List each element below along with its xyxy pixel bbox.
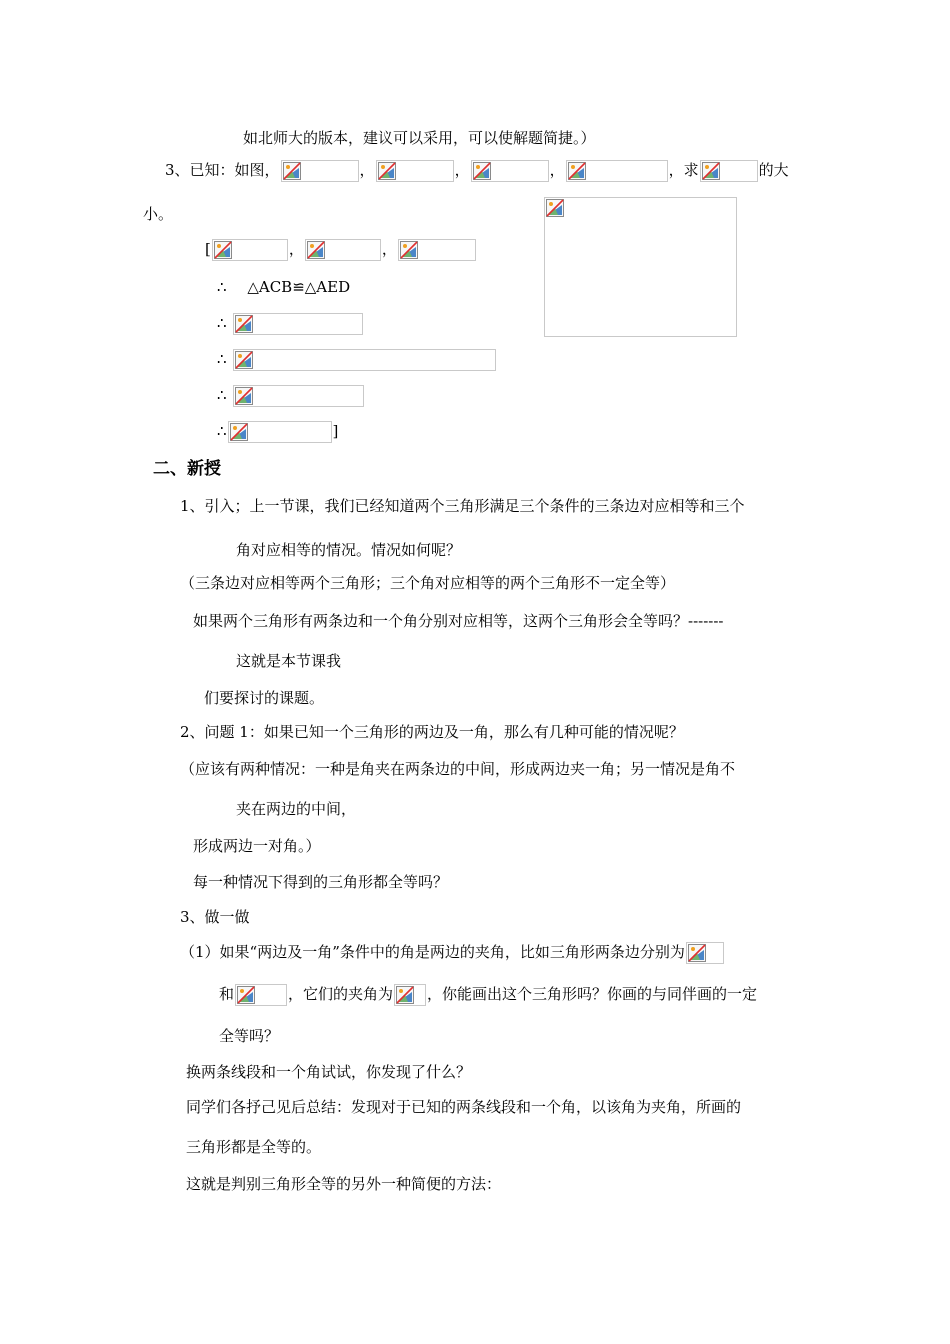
paragraph-line: 夹在两边的中间，: [236, 800, 357, 818]
proof-line-congruence: [217, 277, 350, 297]
text-line-continuation: 如北师大的版本，建议可以采用，可以使解题简捷。）: [243, 129, 596, 147]
comma: ，: [454, 161, 470, 179]
formula-image: [233, 385, 364, 407]
formula-image: [233, 313, 363, 335]
therefore-symbol: ∴: [217, 386, 227, 404]
paragraph-line: 这就是本节课我: [236, 652, 342, 670]
paragraph-text: ，它们的夹角为: [288, 985, 394, 1003]
broken-image-icon: [568, 162, 586, 180]
broken-image-icon: [546, 199, 564, 217]
proof-line: [217, 313, 364, 335]
comma: ，: [359, 161, 375, 179]
broken-image-icon: [307, 241, 325, 259]
broken-image-icon: [702, 162, 720, 180]
paragraph-text: ，你能画出这个三角形吗？你画的与同伴画的一定: [427, 985, 758, 1003]
proof-line-final: [217, 421, 338, 443]
congruence-statement: △ACB≌△AED: [247, 278, 351, 296]
proof-line-given: [205, 239, 477, 261]
formula-image: [235, 984, 287, 1006]
broken-image-icon: [235, 315, 253, 333]
paragraph-line: 全等吗？: [219, 1027, 280, 1045]
paragraph-line-with-formula: [180, 942, 725, 964]
paragraph-line: 们要探讨的课题。: [204, 689, 325, 707]
comma: ，: [288, 240, 304, 258]
comma: ，: [381, 240, 397, 258]
broken-image-icon: [400, 241, 418, 259]
broken-image-icon: [473, 162, 491, 180]
broken-image-icon: [214, 241, 232, 259]
qiu-text: ，求: [668, 161, 699, 179]
paragraph-line: （三条边对应相等两个三角形；三个角对应相等的两个三角形不一定全等）: [180, 574, 676, 592]
problem-3-prefix: 3、已知：如图，: [165, 161, 280, 179]
paragraph-line: 1、引入；上一节课，我们已经知道两个三角形满足三个条件的三条边对应相等和三个: [180, 497, 745, 515]
broken-image-icon: [237, 986, 255, 1004]
bracket-close: ]: [332, 422, 339, 440]
paragraph-line: 同学们各抒己见后总结：发现对于已知的两条线段和一个角，以该角为夹角，所画的: [186, 1098, 742, 1116]
broken-image-icon: [688, 944, 706, 962]
paragraph-line: 三角形都是全等的。: [186, 1138, 322, 1156]
therefore-symbol: ∴: [217, 422, 227, 440]
figure-image: [544, 197, 737, 337]
formula-image: [686, 942, 724, 964]
formula-image: [305, 239, 381, 261]
broken-image-icon: [396, 986, 414, 1004]
formula-image: [376, 160, 454, 182]
formula-image: [394, 984, 426, 1006]
formula-image: [233, 349, 496, 371]
formula-image: [281, 160, 359, 182]
proof-line: [217, 385, 365, 407]
paragraph-line: 这就是判别三角形全等的另外一种简便的方法：: [186, 1175, 502, 1193]
section-heading: 二、新授: [153, 459, 221, 479]
paragraph-line-with-formula: [219, 984, 757, 1006]
text-xiao: 小。: [143, 205, 174, 223]
paragraph-line: 如果两个三角形有两条边和一个角分别对应相等，这两个三角形会全等吗？-------: [193, 612, 724, 630]
therefore-symbol: ∴: [217, 350, 227, 368]
daxiao-text: 的大: [758, 161, 789, 179]
paragraph-line: 2、问题 1：如果已知一个三角形的两边及一角，那么有几种可能的情况呢？: [180, 723, 684, 741]
therefore-symbol: ∴: [217, 314, 227, 332]
paragraph-line: 角对应相等的情况。情况如何呢？: [236, 541, 462, 559]
therefore-symbol: ∴: [217, 278, 227, 296]
broken-image-icon: [235, 351, 253, 369]
paragraph-line: （应该有两种情况：一种是角夹在两条边的中间，形成两边夹一角；另一情况是角不: [180, 760, 736, 778]
proof-line: [217, 349, 497, 371]
paragraph-line: 每一种情况下得到的三角形都全等吗？: [193, 873, 449, 891]
broken-image-icon: [235, 387, 253, 405]
formula-image: [228, 421, 332, 443]
bracket-open: [: [205, 240, 211, 258]
paragraph-line: 形成两边一对角。）: [193, 837, 321, 855]
formula-image: [566, 160, 668, 182]
paragraph-line: 换两条线段和一个角试试，你发现了什么？: [186, 1063, 472, 1081]
paragraph-line: 3、做一做: [180, 908, 250, 926]
formula-image: [398, 239, 476, 261]
broken-image-icon: [283, 162, 301, 180]
formula-image: [212, 239, 288, 261]
comma: ，: [549, 161, 565, 179]
formula-image: [471, 160, 549, 182]
problem-3-line: [165, 160, 789, 182]
paragraph-text: （1）如果“两边及一角”条件中的角是两边的夹角，比如三角形两条边分别为: [180, 943, 685, 961]
broken-image-icon: [378, 162, 396, 180]
broken-image-icon: [230, 423, 248, 441]
paragraph-text: 和: [219, 985, 235, 1003]
formula-image: [700, 160, 758, 182]
